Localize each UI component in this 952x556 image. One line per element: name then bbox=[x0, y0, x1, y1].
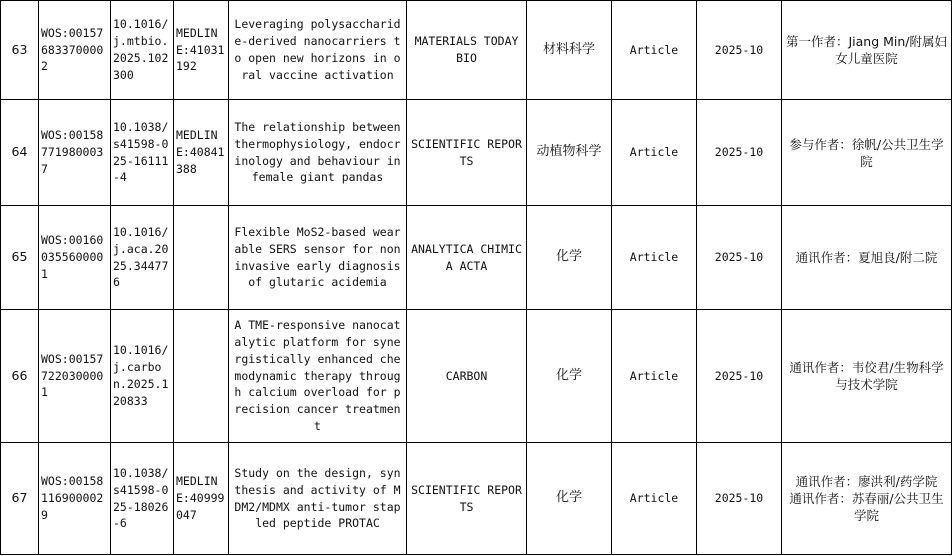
document-type: Article bbox=[612, 1, 697, 100]
doi: 10.1016/j.mtbio.2025.102300 bbox=[111, 1, 174, 100]
publication-date: 2025-10 bbox=[697, 443, 782, 555]
document-type: Article bbox=[612, 206, 697, 310]
journal-name: SCIENTIFIC REPORTS bbox=[407, 100, 527, 206]
publication-date: 2025-10 bbox=[697, 310, 782, 443]
subject-area: 化学 bbox=[527, 206, 612, 310]
author-info bbox=[782, 310, 952, 443]
medline-id: MEDLINE:41031192 bbox=[174, 1, 229, 100]
document-type: Article bbox=[612, 443, 697, 555]
wos-id: WOS:001587719800037 bbox=[39, 100, 111, 206]
row-index: 67 bbox=[1, 443, 39, 555]
row-index: 65 bbox=[1, 206, 39, 310]
author-info bbox=[782, 443, 952, 555]
publication-date: 2025-10 bbox=[697, 100, 782, 206]
doi: 10.1038/s41598-025-16111-4 bbox=[111, 100, 174, 206]
table-row bbox=[1, 310, 952, 443]
row-index: 64 bbox=[1, 100, 39, 206]
wos-id: WOS:001581169000029 bbox=[39, 443, 111, 555]
document-type: Article bbox=[612, 100, 697, 206]
author-info bbox=[782, 1, 952, 100]
author-line: 通讯作者：廖洪利/药学院 bbox=[795, 474, 938, 489]
doi: 10.1038/s41598-025-18026-6 bbox=[111, 443, 174, 555]
row-index: 66 bbox=[1, 310, 39, 443]
wos-id: WOS:001577220300001 bbox=[39, 310, 111, 443]
paper-title: Study on the design, synthesis and activity of MDM2/MDMX anti-tumor stapled peptide PROTAC bbox=[229, 443, 407, 555]
author-line: 第一作者：Jiang Min/附属妇女儿童医院 bbox=[785, 34, 948, 66]
paper-title: Leveraging polysaccharide-derived nanocarriers to open new horizons in oral vaccine activation bbox=[229, 1, 407, 100]
row-index: 63 bbox=[1, 1, 39, 100]
medline-id bbox=[174, 206, 229, 310]
medline-id: MEDLINE:40999047 bbox=[174, 443, 229, 555]
table-row bbox=[1, 100, 952, 206]
paper-title: The relationship between thermophysiology, endocrinology and behaviour in female giant pandas bbox=[229, 100, 407, 206]
table-row bbox=[1, 206, 952, 310]
journal-name: ANALYTICA CHIMICA ACTA bbox=[407, 206, 527, 310]
journal-name: MATERIALS TODAY BIO bbox=[407, 1, 527, 100]
publication-date: 2025-10 bbox=[697, 206, 782, 310]
author-line: 通讯作者：夏旭良/附二院 bbox=[795, 250, 938, 265]
table-row bbox=[1, 1, 952, 100]
author-line: 参与作者：徐帆/公共卫生学院 bbox=[789, 136, 944, 169]
wos-id: WOS:001600355600001 bbox=[39, 206, 111, 310]
doi: 10.1016/j.carbon.2025.120833 bbox=[111, 310, 174, 443]
paper-title: Flexible MoS2-based wearable SERS sensor for noninvasive early diagnosis of glutaric acidemia bbox=[229, 206, 407, 310]
table-row bbox=[1, 443, 952, 555]
document-type: Article bbox=[612, 310, 697, 443]
medline-id bbox=[174, 310, 229, 443]
journal-name: SCIENTIFIC REPORTS bbox=[407, 443, 527, 555]
wos-id: WOS:001576833700002 bbox=[39, 1, 111, 100]
table-body bbox=[1, 1, 952, 555]
subject-area: 动植物科学 bbox=[527, 100, 612, 206]
author-info bbox=[782, 100, 952, 206]
author-line: 通讯作者：苏春丽/公共卫生学院 bbox=[789, 491, 944, 523]
subject-area: 化学 bbox=[527, 443, 612, 555]
subject-area: 材料科学 bbox=[527, 1, 612, 100]
author-info bbox=[782, 206, 952, 310]
doi: 10.1016/j.aca.2025.344776 bbox=[111, 206, 174, 310]
paper-title: A TME-responsive nanocatalytic platform for synergistically enhanced chemodynamic therapy through calcium overload for precision cancer treatment bbox=[229, 310, 407, 443]
medline-id: MEDLINE:40841388 bbox=[174, 100, 229, 206]
publication-date: 2025-10 bbox=[697, 1, 782, 100]
journal-name: CARBON bbox=[407, 310, 527, 443]
subject-area: 化学 bbox=[527, 310, 612, 443]
author-line: 通讯作者：韦佼君/生物科学与技术学院 bbox=[789, 360, 944, 392]
